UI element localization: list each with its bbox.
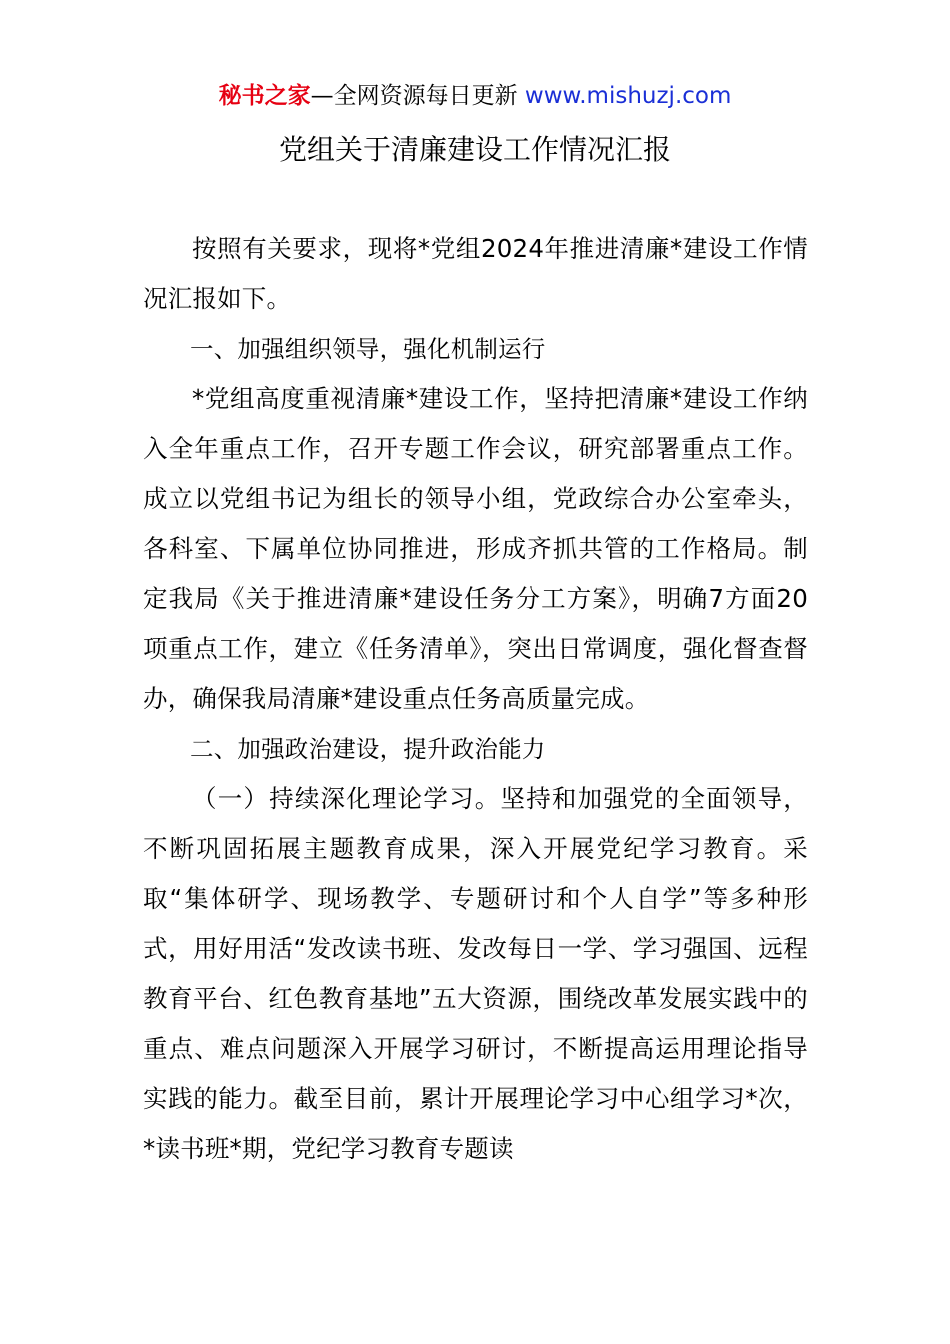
section-paragraph-1: *党组高度重视清廉*建设工作，坚持把清廉*建设工作纳入全年重点工作，召开专题工作会议，研究部署重点工作。成立以党组书记为组长的领导小组，党政综合办公室牵头，各科室、下属单位协同推进，形成齐抓共管的工作格局。制定我局《关于推进清廉*建设任务分工方案》，明确7方面20项重点工作，建立《任务清单》，突出日常调度，强化督查督办，确保我局清廉*建设重点任务高质量完成。 xyxy=(143,384,808,713)
document-title: 党组关于清廉建设工作情况汇报 xyxy=(278,133,671,166)
brand-name: 秘书之家 xyxy=(218,83,311,109)
banner-slogan: —全网资源每日更新 xyxy=(310,83,525,109)
document-body xyxy=(143,224,808,1174)
site-url: www.mishuzj.com xyxy=(524,83,732,109)
section-paragraph-2: （一）持续深化理论学习。坚持和加强党的全面领导，不断巩固拓展主题教育成果，深入开展党纪学习教育。采取“集体研学、现场教学、专题研讨和个人自学”等多种形式，用好用活“发改读书班、发改每日一学、学习强国、远程教育平台、红色教育基地”五大资源，围绕改革发展实践中的重点、难点问题深入开展学习研讨，不断提高运用理论指导实践的能力。截至目前，累计开展理论学习中心组学习*次，*读书班*期，党纪学习教育专题读 xyxy=(143,784,808,1163)
site-banner xyxy=(0,78,950,114)
intro-paragraph: 按照有关要求，现将*党组2024年推进清廉*建设工作情况汇报如下。 xyxy=(143,234,808,313)
section-heading-2: 二、加强政治建设，提升政治能力 xyxy=(190,735,546,763)
section-heading-1: 一、加强组织领导，强化机制运行 xyxy=(190,335,546,363)
